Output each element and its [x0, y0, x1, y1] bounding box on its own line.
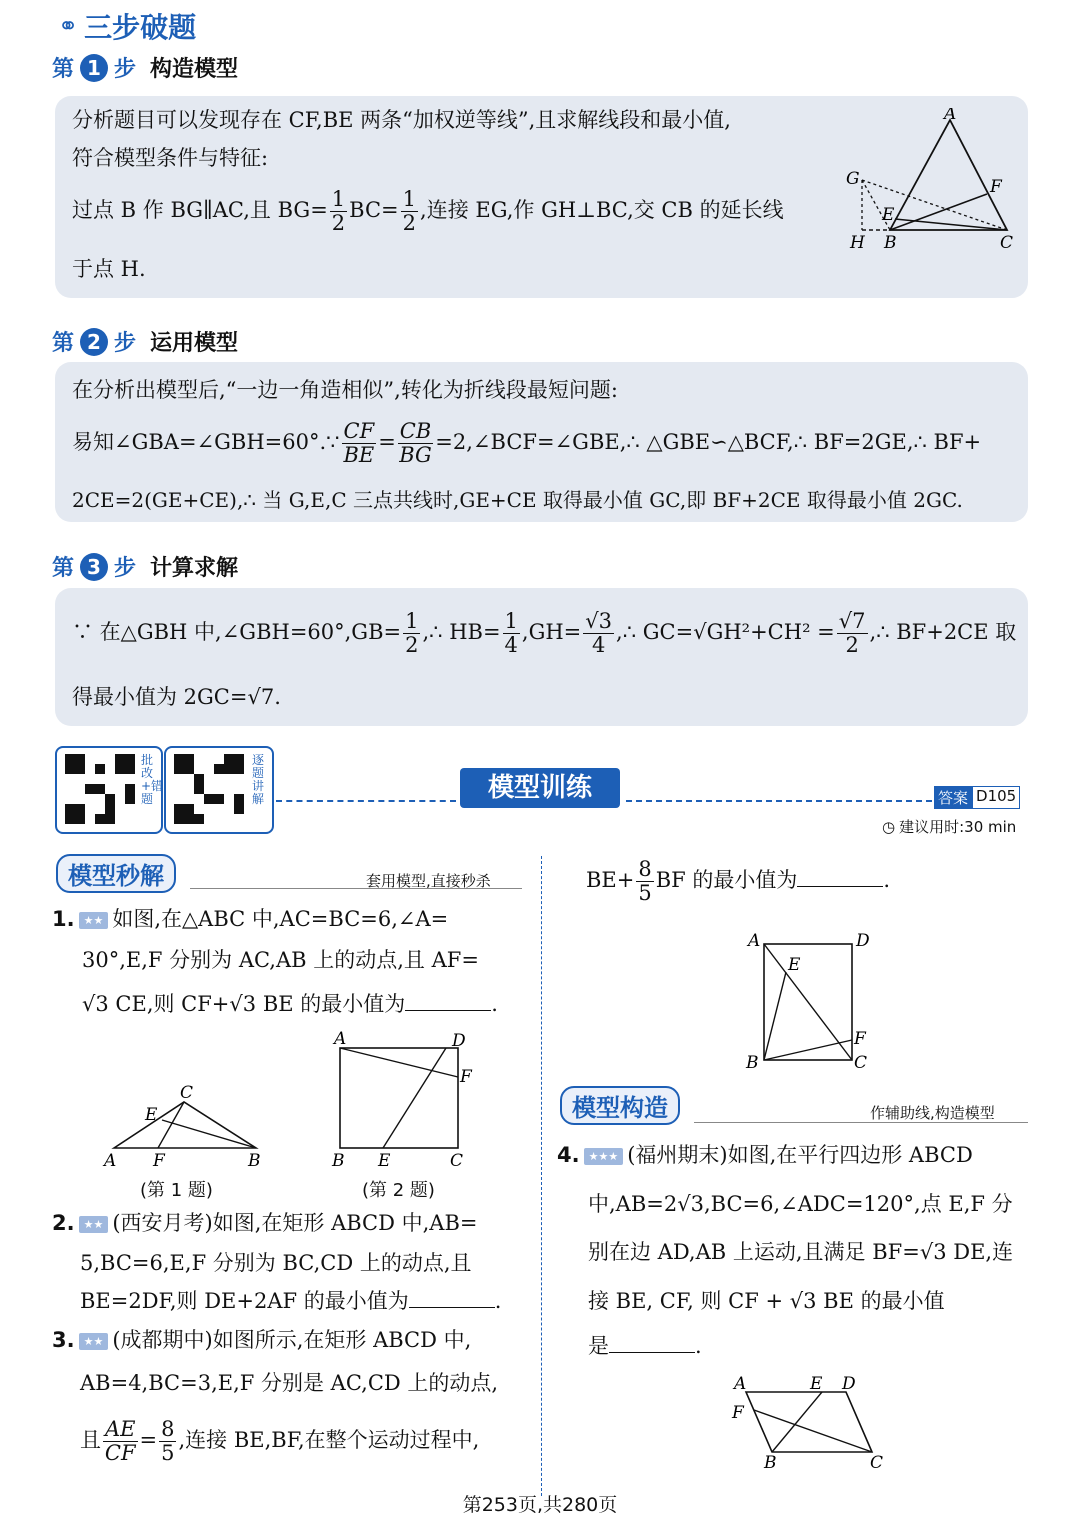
step-number-badge: 2	[80, 328, 108, 356]
step-2-line-3: 2CE=2(GE+CE),∴ 当 G,E,C 三点共线时,GE+CE 取得最小值 GC,即 BF+2CE 取得最小值 2GC.	[72, 488, 963, 512]
difficulty-stars-icon: ★★	[79, 1216, 109, 1233]
question-1-line-2: 30°,E,F 分别为 AC,AB 上的动点,且 AF=	[82, 948, 479, 972]
step-2-line-2: 易知∠GBA=∠GBH=60°.∵ $\frac{CF}{BE}$ = $\frac{CB}{BG}$ =2,∠BCF=∠GBE,∴ △GBE∽△BCF,∴ BF=2GE,∴ BF+	[72, 419, 982, 468]
step-3-line-1: ∵ 在△GBH 中,∠GBH=60°,GB= $\frac{1}{2}$ ,∴ HB= $\frac{1}{4}$ ,GH= $\frac{√3}{4}$ ,∴ GC=√GH²+CH² = $\frac{√7}{2}$ ,∴ BF+2CE 取	[72, 609, 1017, 658]
banner-dashed-line-left	[276, 800, 456, 802]
question-4: 4. ★★★ (福州期末)如图,在平行四边形 ABCD	[557, 1143, 973, 1167]
clock-icon: ◷	[882, 817, 896, 836]
question-3: 3. ★★ (成都期中)如图所示,在矩形 ABCD 中,	[52, 1328, 472, 1352]
qr-code-icon	[174, 754, 244, 824]
figure-2-caption: (第 2 题)	[362, 1180, 435, 1201]
answer-blank	[409, 1289, 495, 1308]
qr-label: 逐题讲解	[252, 753, 265, 806]
qr-label: 批改+错题	[141, 753, 164, 806]
figure-q4-parallelogram	[722, 1372, 892, 1470]
svg-text:D: D	[856, 931, 870, 951]
svg-text:G: G	[846, 169, 860, 189]
svg-text:A: A	[748, 931, 761, 951]
svg-text:F: F	[153, 1151, 165, 1171]
step-1-line-4: 于点 H.	[72, 257, 146, 281]
question-2: 2. ★★ (西安月考)如图,在矩形 ABCD 中,AB=	[52, 1211, 478, 1235]
qr-card-1[interactable]	[55, 746, 163, 834]
answer-blank	[405, 992, 491, 1011]
question-2-line-3: BE=2DF,则 DE+2AF 的最小值为 .	[80, 1289, 502, 1313]
fraction-half: $\frac{1}{2}$	[331, 187, 346, 236]
svg-text:B: B	[884, 233, 897, 253]
question-4-line-4: 接 BE, CF, 则 CF + √3 BE 的最小值	[588, 1289, 945, 1313]
qr-card-2[interactable]	[164, 746, 274, 834]
svg-text:E: E	[882, 205, 895, 225]
figure-q1-triangle	[100, 1082, 270, 1172]
triangle-figure-step1	[842, 108, 1022, 253]
question-3-line-2: AB=4,BC=3,E,F 分别是 AC,CD 上的动点,	[80, 1371, 499, 1395]
fraction-half: $\frac{1}{2}$	[402, 187, 417, 236]
question-2-line-2: 5,BC=6,E,F 分别为 BC,CD 上的动点,且	[80, 1251, 472, 1275]
svg-text:F: F	[460, 1067, 472, 1087]
svg-text:C: C	[870, 1453, 884, 1470]
section-tag-quick: 模型秒解	[56, 854, 176, 893]
svg-text:E: E	[145, 1105, 158, 1125]
step-1-line-2: 符合模型条件与特征:	[72, 146, 269, 170]
svg-text:B: B	[746, 1053, 759, 1073]
section-subtitle: 作辅助线,构造模型	[870, 1104, 995, 1122]
svg-text:E: E	[788, 955, 801, 975]
svg-text:D: D	[842, 1374, 856, 1394]
question-4-line-5: 是 .	[588, 1334, 702, 1358]
svg-text:B: B	[332, 1151, 345, 1171]
difficulty-stars-icon: ★★	[79, 1333, 109, 1350]
question-1-line-3: √3 CE,则 CF+√3 BE 的最小值为 .	[82, 992, 498, 1016]
question-4-line-2: 中,AB=2√3,BC=6,∠ADC=120°,点 E,F 分	[588, 1192, 1013, 1216]
banner-dashed-line-right	[626, 800, 932, 802]
svg-text:D: D	[452, 1031, 466, 1051]
figure-1-caption: (第 1 题)	[140, 1180, 213, 1201]
svg-text:C: C	[180, 1083, 194, 1103]
step-title: 计算求解	[150, 556, 239, 581]
svg-text:C: C	[1000, 233, 1014, 253]
svg-text:H: H	[850, 233, 865, 253]
question-1: 1. ★★ 如图,在△ABC 中,AC=BC=6,∠A=	[52, 907, 449, 931]
column-divider	[541, 856, 542, 1496]
difficulty-stars-icon: ★★	[79, 912, 109, 929]
question-3-line-3: 且 $\frac{AE}{CF}$ = $\frac{8}{5}$ ,连接 BE,BF,在整个运动过程中,	[80, 1417, 480, 1466]
svg-text:B: B	[764, 1453, 777, 1470]
svg-text:A: A	[734, 1374, 747, 1394]
step-2-line-1: 在分析出模型后,“一边一角造相似”,转化为折线段最短问题:	[72, 378, 618, 402]
question-3-line-4: BE+ $\frac{8}{5}$ BF 的最小值为 .	[586, 857, 891, 906]
link-icon: ⚭	[58, 12, 79, 40]
figure-q3-rectangle	[740, 928, 880, 1073]
step-3-heading: 第 3 步 计算求解	[52, 551, 238, 582]
step-2-heading: 第 2 步 运用模型	[52, 326, 238, 357]
svg-text:E: E	[378, 1151, 391, 1171]
svg-text:F: F	[854, 1029, 866, 1049]
question-4-line-3: 别在边 AD,AB 上运动,且满足 BF=√3 DE,连	[588, 1240, 1014, 1264]
svg-text:A: A	[334, 1030, 347, 1049]
section-title: 三步破题	[84, 11, 197, 44]
step-1-line-1: 分析题目可以发现存在 CF,BE 两条“加权逆等线”,且求解线段和最小值,	[72, 108, 731, 132]
step-1-line-3: 过点 B 作 BG∥AC,且 BG= $\frac{1}{2}$ BC= $\frac{1}{2}$ ,连接 EG,作 GH⊥BC,交 CB 的延长线	[72, 187, 784, 236]
section-subtitle: 套用模型,直接秒杀	[366, 872, 491, 890]
page-footer: 第253页,共280页	[462, 1494, 618, 1516]
section-header	[58, 6, 196, 46]
step-3-line-2: 得最小值为 2GC=√7.	[72, 685, 281, 709]
suggested-time: ◷ 建议用时:30 min	[882, 817, 1017, 836]
step-number-badge: 3	[80, 553, 108, 581]
svg-text:C: C	[450, 1151, 464, 1171]
svg-text:A: A	[944, 108, 957, 124]
answer-blank	[609, 1334, 695, 1353]
section-tag-construct: 模型构造	[560, 1086, 680, 1125]
step-title: 运用模型	[150, 331, 239, 356]
step-title: 构造模型	[150, 57, 239, 82]
svg-text:A: A	[104, 1151, 117, 1171]
svg-text:F: F	[732, 1403, 744, 1423]
svg-text:F: F	[990, 177, 1002, 197]
svg-text:E: E	[810, 1374, 823, 1394]
answer-blank	[797, 868, 883, 887]
svg-text:C: C	[854, 1053, 868, 1073]
svg-text:B: B	[248, 1151, 261, 1171]
qr-code-icon	[65, 754, 135, 824]
step-number-badge: 1	[80, 54, 108, 82]
answer-badge: 答案 D105	[934, 786, 1020, 809]
training-banner: 模型训练	[460, 768, 620, 808]
step-1-heading: 第 1 步 构造模型	[52, 52, 238, 83]
difficulty-stars-icon: ★★★	[584, 1148, 624, 1165]
figure-q2-rectangle	[328, 1030, 478, 1172]
